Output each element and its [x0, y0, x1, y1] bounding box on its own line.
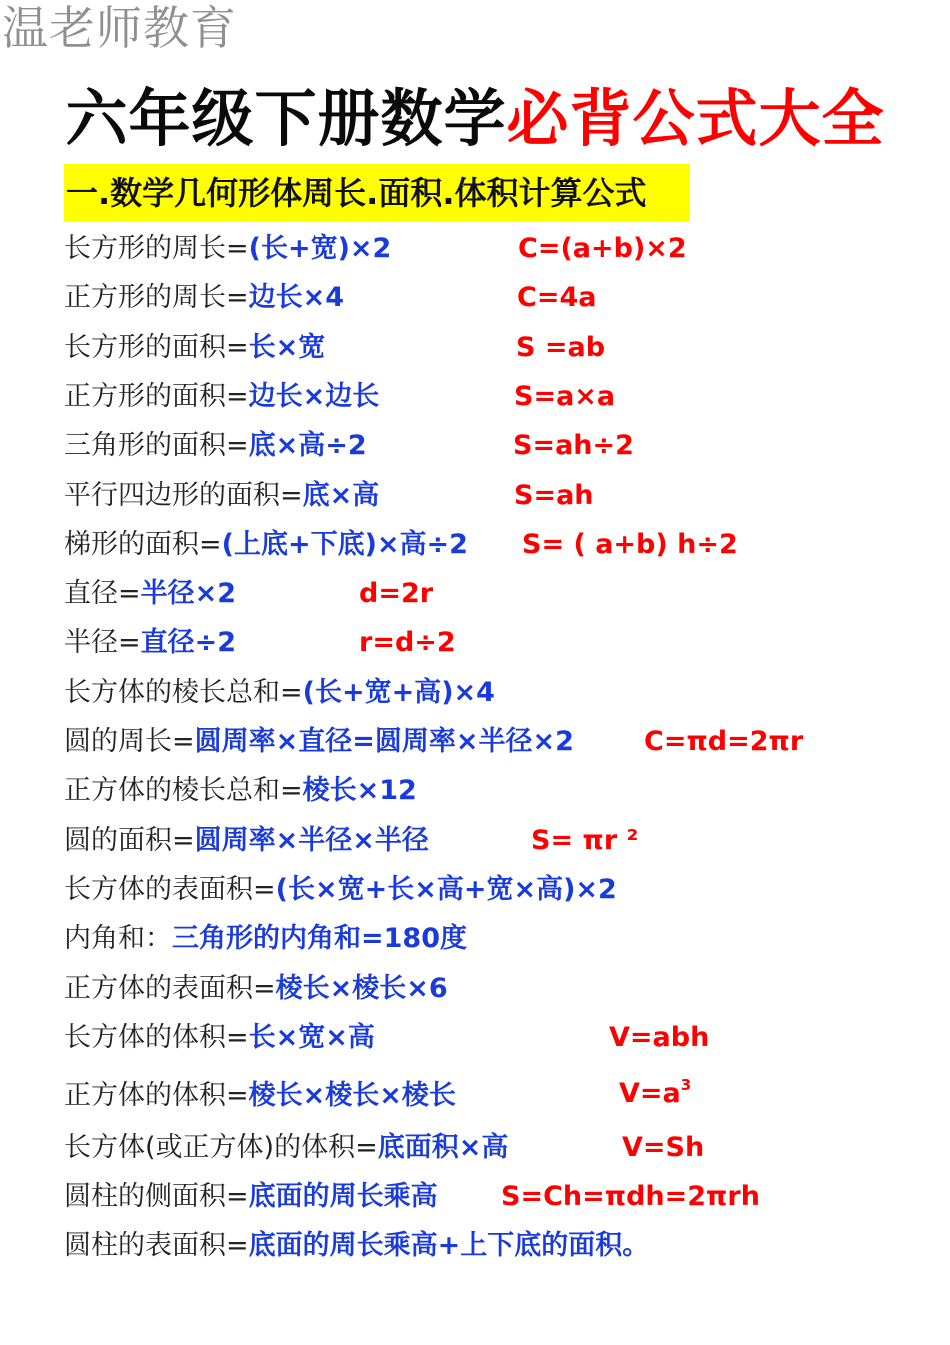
formula-label: 圆柱的表面积=: [64, 1230, 249, 1261]
formula-expression: 底面的周长乘高: [248, 1181, 438, 1212]
formula-symbol: S= πr ²: [531, 825, 639, 856]
formula-expression: 底×高: [302, 480, 380, 511]
formula-label: 正方体的棱长总和=: [64, 775, 303, 806]
formula-row: [64, 228, 391, 270]
formula-row: [64, 573, 236, 615]
formula-row: [64, 721, 574, 763]
formula-row: [64, 425, 367, 467]
formula-label: 长方体的表面积=: [64, 874, 276, 905]
formula-symbol: C=4a: [517, 282, 597, 313]
formula-symbol: C=(a+b)×2: [518, 233, 687, 264]
formula-expression: 半径×2: [140, 578, 237, 609]
page-title: [0, 82, 950, 156]
title-part-black: 六年级下册数学: [65, 82, 507, 155]
formula-symbol: S =ab: [516, 332, 606, 363]
formula-label: 圆柱的侧面积=: [64, 1181, 249, 1212]
formula-row: [64, 820, 429, 862]
formula-label: 圆的面积=: [64, 825, 195, 856]
formula-label: 直径=: [64, 578, 141, 609]
formula-symbol-base: V=a: [619, 1078, 681, 1109]
title-part-red: 必背公式大全: [506, 82, 885, 155]
formula-label: 正方体的体积=: [64, 1080, 249, 1111]
formula-row: [64, 918, 467, 960]
formula-expression: 圆周率×直径=圆周率×半径×2: [194, 726, 574, 757]
section-heading: 一.数学几何形体周长.面积.体积计算公式: [64, 164, 690, 222]
formula-row: [64, 1176, 438, 1218]
formula-label: 圆的周长=: [64, 726, 195, 757]
formula-symbol: V=abh: [609, 1022, 710, 1053]
formula-row: [64, 1075, 456, 1117]
formula-symbol: C=πd=2πr: [644, 726, 804, 757]
formula-row: [64, 524, 468, 566]
formula-row: [64, 770, 417, 812]
formula-expression: 三角形的内角和=180度: [172, 923, 467, 954]
formula-row: [64, 622, 236, 664]
watermark-text: 温老师教育: [2, 1, 237, 55]
formula-expression: 直径÷2: [140, 627, 237, 658]
formula-row: [64, 277, 344, 319]
formula-expression: 棱长×棱长×6: [275, 973, 448, 1004]
formula-symbol: V=Sh: [622, 1132, 705, 1163]
formula-label: 正方体的表面积=: [64, 973, 276, 1004]
formula-expression: 长×宽: [248, 332, 326, 363]
formula-label: 长方形的面积=: [64, 332, 249, 363]
formula-label: 长方形的周长=: [64, 233, 249, 264]
formula-label: 正方形的周长=: [64, 282, 249, 313]
formula-expression: 边长×4: [248, 282, 345, 313]
formula-label: 梯形的面积=: [64, 529, 222, 560]
formula-label: 平行四边形的面积=: [64, 480, 303, 511]
formula-row: [64, 1225, 649, 1267]
formula-symbol: S=ah: [514, 480, 594, 511]
formula-row: [64, 475, 379, 517]
formula-expression: (长+宽+高)×4: [302, 677, 495, 708]
formula-expression: 棱长×棱长×棱长: [248, 1080, 456, 1111]
formula-expression: (长+宽)×2: [248, 233, 392, 264]
formula-expression: 底面的周长乘高+上下底的面积。: [248, 1230, 650, 1261]
formula-symbol-exponent: 3: [680, 1076, 692, 1094]
formula-row: [64, 1127, 508, 1169]
formula-expression: (上底+下底)×高÷2: [221, 529, 468, 560]
formula-label: 内角和：: [64, 923, 172, 954]
formula-symbol: r=d÷2: [359, 627, 456, 658]
formula-label: 半径=: [64, 627, 141, 658]
formula-label: 长方体的棱长总和=: [64, 677, 303, 708]
formula-symbol: S= ( a+b) h÷2: [522, 529, 738, 560]
formula-row: [64, 869, 617, 911]
formula-symbol: S=Ch=πdh=2πrh: [501, 1181, 760, 1212]
formula-row: [64, 327, 325, 369]
formula-row: [64, 968, 448, 1010]
formula-symbol: S=ah÷2: [513, 430, 634, 461]
formula-expression: (长×宽+长×高+宽×高)×2: [275, 874, 617, 905]
formula-label: 长方体(或正方体)的体积=: [64, 1132, 378, 1163]
formula-label: 正方形的面积=: [64, 381, 249, 412]
formula-expression: 棱长×12: [302, 775, 417, 806]
formula-symbol: [619, 1073, 691, 1115]
formula-row: [64, 672, 495, 714]
formula-symbol: d=2r: [359, 578, 434, 609]
formula-expression: 边长×边长: [248, 381, 380, 412]
formula-symbol: S=a×a: [514, 381, 616, 412]
formula-expression: 长×宽×高: [248, 1022, 375, 1053]
formula-row: [64, 376, 379, 418]
formula-label: 长方体的体积=: [64, 1022, 249, 1053]
formula-expression: 底×高÷2: [248, 430, 367, 461]
formula-expression: 圆周率×半径×半径: [194, 825, 429, 856]
formula-row: [64, 1017, 375, 1059]
formula-expression: 底面积×高: [377, 1132, 509, 1163]
formula-label: 三角形的面积=: [64, 430, 249, 461]
